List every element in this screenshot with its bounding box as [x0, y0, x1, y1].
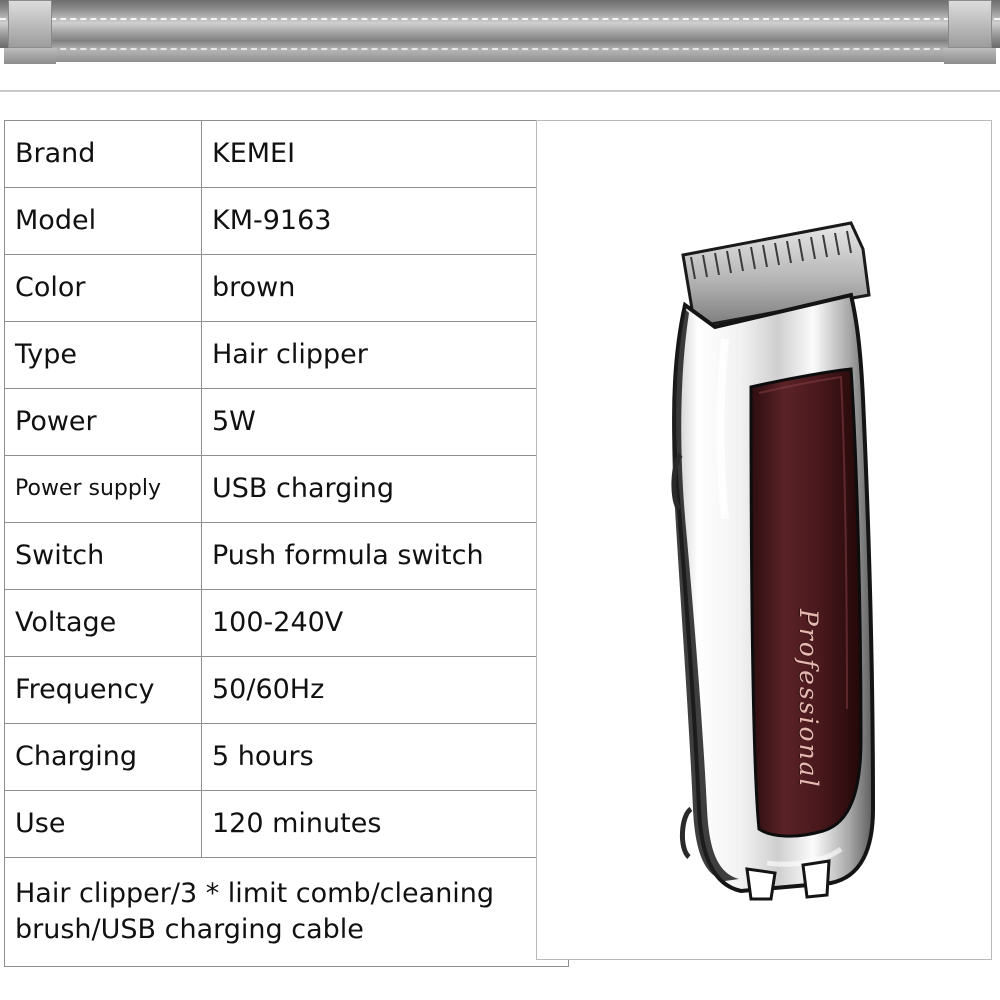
- table-row: [5, 791, 569, 858]
- spec-value: 5 hours: [202, 724, 569, 791]
- table-row: [5, 590, 569, 657]
- specification-table: [4, 120, 569, 967]
- spec-value: 100-240V: [202, 590, 569, 657]
- table-row: [5, 255, 569, 322]
- table-row: [5, 389, 569, 456]
- banner-cap-right: [948, 0, 992, 48]
- banner-cap-left: [8, 0, 52, 48]
- table-row: [5, 456, 569, 523]
- top-banner-strip: [0, 0, 1000, 92]
- banner-dashed-line-upper: [0, 18, 1000, 21]
- spec-key: Brand: [5, 121, 202, 188]
- spec-value: USB charging: [202, 456, 569, 523]
- table-row: [5, 523, 569, 590]
- spec-value: KM-9163: [202, 188, 569, 255]
- spec-key: Voltage: [5, 590, 202, 657]
- specification-table-body: [5, 121, 569, 967]
- spec-key: Power supply: [5, 456, 202, 523]
- spec-value: brown: [202, 255, 569, 322]
- spec-key: Power: [5, 389, 202, 456]
- table-row-package-contents: [5, 858, 569, 967]
- table-row: [5, 657, 569, 724]
- package-contents-note: Hair clipper/3 * limit comb/cleaning brush/USB charging cable: [5, 858, 569, 967]
- content-area: [0, 92, 1000, 1000]
- banner-foot-left: [4, 48, 56, 64]
- spec-key: Type: [5, 322, 202, 389]
- spec-key: Frequency: [5, 657, 202, 724]
- table-row: [5, 322, 569, 389]
- spec-value: 50/60Hz: [202, 657, 569, 724]
- hair-clipper-illustration: [655, 209, 907, 909]
- spec-key: Switch: [5, 523, 202, 590]
- spec-key: Charging: [5, 724, 202, 791]
- product-image-panel: [536, 120, 992, 960]
- table-row: [5, 188, 569, 255]
- spec-key: Use: [5, 791, 202, 858]
- table-row: [5, 724, 569, 791]
- spec-value: KEMEI: [202, 121, 569, 188]
- spec-value: 5W: [202, 389, 569, 456]
- spec-value: 120 minutes: [202, 791, 569, 858]
- banner-dashed-line-lower: [0, 48, 1000, 51]
- spec-value: Push formula switch: [202, 523, 569, 590]
- spec-key: Model: [5, 188, 202, 255]
- table-row: [5, 121, 569, 188]
- banner-metal-band-lower: [48, 40, 956, 62]
- spec-key: Color: [5, 255, 202, 322]
- clipper-engraving-text: Professional: [794, 609, 823, 789]
- spec-value: Hair clipper: [202, 322, 569, 389]
- banner-foot-right: [944, 48, 996, 64]
